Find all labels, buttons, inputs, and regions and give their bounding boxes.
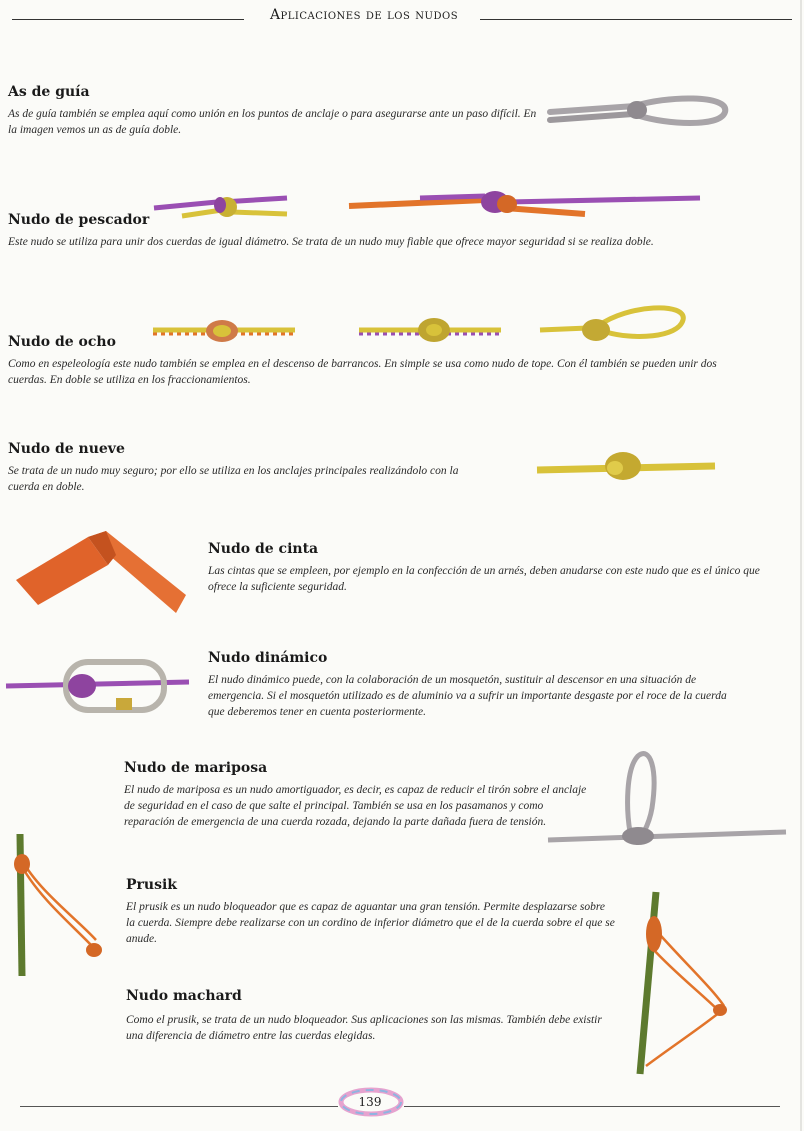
section-nudo-de-cinta <box>208 541 768 595</box>
fisherman-knot-image-1 <box>152 190 292 226</box>
figure-nine-knot-image <box>535 446 720 486</box>
section-nudo-machard <box>126 988 606 1044</box>
section-title: Nudo machard <box>126 988 242 1004</box>
bowline-rope-image <box>545 90 745 140</box>
footer-rule-right <box>404 1106 780 1107</box>
machard-knot-image <box>620 888 740 1078</box>
section-description: Como en espeleología este nudo también se emplea en el descenso de barrancos. En simple se usa como nudo de tope. Con él también se pueden unir dos cuerdas. En doble se utiliza en los fraccionamientos. <box>8 358 717 386</box>
figure-eight-knot-image-2 <box>356 312 506 348</box>
munter-hitch-carabiner-image <box>4 652 194 722</box>
butterfly-knot-image <box>546 748 796 853</box>
header-rule-right <box>480 19 792 20</box>
section-nudo-de-mariposa <box>124 760 594 830</box>
section-description: Las cintas que se empleen, por ejemplo en la confección de un arnés, deben anudarse con este nudo que es el único que ofrece la suficiente seguridad. <box>208 565 760 593</box>
section-title: Nudo de mariposa <box>124 760 268 776</box>
running-header: Aplicaciones de los nudos <box>269 7 459 23</box>
section-description: El prusik es un nudo bloqueador que es capaz de aguantar una gran tensión. Permite desplazarse sobre la cuerda. Siempre debe realizarse con un cordino de inferior diámetro que el de la cuerda sobre el que se anude. <box>126 901 615 945</box>
section-nudo-dinamico <box>208 650 738 720</box>
tape-knot-image <box>8 525 188 615</box>
section-title: Nudo de nueve <box>8 441 125 457</box>
page-number: 139 <box>358 1095 382 1109</box>
fisherman-knot-image-2 <box>345 184 705 224</box>
footer-rule-left <box>20 1106 338 1107</box>
section-description: El nudo de mariposa es un nudo amortiguador, es decir, es capaz de reducir el tirón sobre el anclaje de seguridad en el caso de que salte el principal. También se usa en los pasamanos y como reparación de emergencia de una cuerda rozada, dejando la parte dañada fuera de tensión. <box>124 784 587 828</box>
section-description: Como el prusik, se trata de un nudo bloqueador. Sus aplicaciones son las mismas. También debe existir una diferencia de diámetro entre las cuerdas elegidas. <box>126 1014 602 1042</box>
section-title: Nudo de cinta <box>208 541 319 557</box>
section-as-de-guia <box>8 84 538 138</box>
section-description: Este nudo se utiliza para unir dos cuerdas de igual diámetro. Se trata de un nudo muy fiable que ofrece mayor seguridad si se realiza doble. <box>8 236 654 248</box>
prusik-knot-image <box>8 830 108 980</box>
section-prusik <box>126 877 616 947</box>
section-description: El nudo dinámico puede, con la colaboración de un mosquetón, sustituir al descensor en una situación de emergencia. Si el mosquetón utilizado es de aluminio va a sufrir un importante desgaste por el roce de la cuerda que deberemos tener en cuenta posteriormente. <box>208 674 727 718</box>
section-description: As de guía también se emplea aquí como unión en los puntos de anclaje o para asegurarse ante un paso difícil. En la imagen vemos un as de guía doble. <box>8 108 537 136</box>
header-rule-left <box>12 19 244 20</box>
section-title: As de guía <box>8 84 90 100</box>
section-nudo-de-nueve <box>8 441 478 495</box>
figure-eight-loop-image <box>538 300 698 350</box>
section-title: Nudo de pescador <box>8 212 150 228</box>
figure-eight-knot-image-1 <box>150 312 300 348</box>
section-title: Prusik <box>126 877 177 893</box>
page-edge <box>800 0 802 1131</box>
section-description: Se trata de un nudo muy seguro; por ello se utiliza en los anclajes principales realizándolo con la cuerda en doble. <box>8 465 459 493</box>
section-title: Nudo de ocho <box>8 334 116 350</box>
section-title: Nudo dinámico <box>208 650 328 666</box>
